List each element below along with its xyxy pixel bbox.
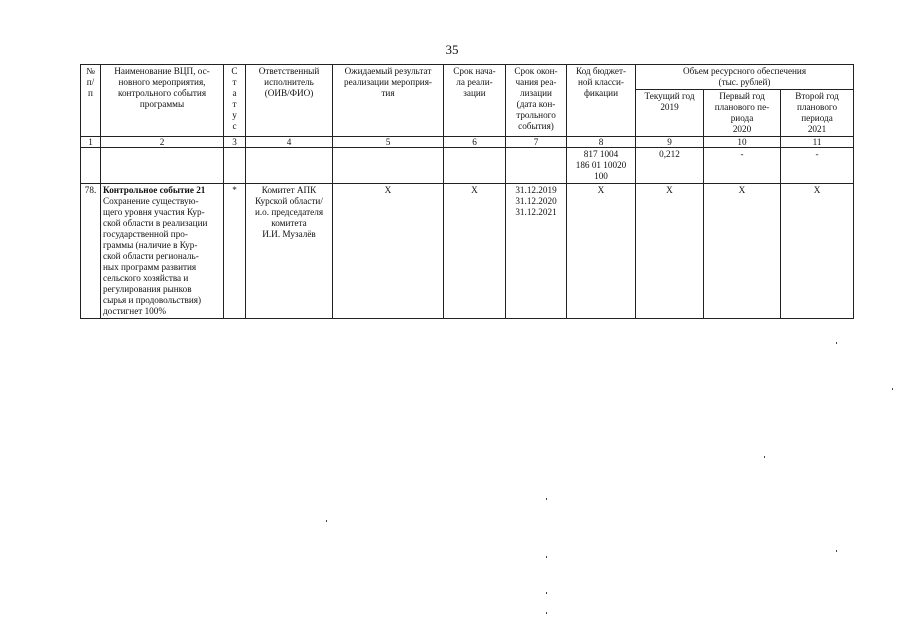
header-current-year: Текущий год 2019	[636, 90, 704, 137]
second-year-value: X	[781, 184, 854, 319]
program-table	[80, 64, 854, 319]
current-year-value: 0,212	[636, 148, 704, 184]
start-date-cell: X	[444, 184, 506, 319]
header-name: Наименование ВЦП, ос- новного мероприятия, контрольного события программы	[101, 65, 224, 137]
scan-speck	[546, 592, 547, 594]
scan-speck	[546, 498, 547, 500]
header-end: Срок окон- чания реа- лизации (дата кон- трольного события)	[506, 65, 567, 137]
status-mark: *	[224, 184, 246, 319]
header-responsible: Ответственный исполнитель (ОИВ/ФИО)	[246, 65, 333, 137]
column-number: 2	[101, 137, 224, 148]
scan-speck	[546, 556, 547, 558]
column-number: 9	[636, 137, 704, 148]
table-row	[81, 148, 854, 184]
responsible-cell: Комитет АПК Курской области/ и.о. председателя комитета И.И. Музалёв	[246, 184, 333, 319]
current-year-value: X	[636, 184, 704, 319]
scan-speck	[326, 520, 327, 522]
column-number: 10	[704, 137, 781, 148]
first-year-value: -	[704, 148, 781, 184]
column-number: 7	[506, 137, 567, 148]
column-number: 1	[81, 137, 101, 148]
event-title: Контрольное событие 21	[103, 185, 206, 195]
budget-code-cell: 817 1004 186 01 10020 100	[567, 148, 636, 184]
header-expected-result: Ожидаемый результат реализации мероприя- тия	[333, 65, 444, 137]
header-resources: Объем ресурсного обеспечения (тыс. рублей)	[636, 65, 854, 90]
scan-speck	[764, 456, 765, 458]
second-year-value: -	[781, 148, 854, 184]
scan-speck	[892, 388, 893, 390]
scan-speck	[546, 612, 547, 614]
row-number: 78.	[81, 184, 101, 319]
scan-speck	[836, 550, 837, 552]
column-number-row	[81, 137, 854, 148]
first-year-value: X	[704, 184, 781, 319]
end-date-cell: 31.12.2019 31.12.2020 31.12.2021	[506, 184, 567, 319]
column-number: 6	[444, 137, 506, 148]
expected-result-cell: X	[333, 184, 444, 319]
header-num: № п/ п	[81, 65, 101, 137]
header-first-year: Первый год планового пе- риода 2020	[704, 90, 781, 137]
column-number: 8	[567, 137, 636, 148]
header-start: Срок нача- ла реали- зации	[444, 65, 506, 137]
table-row	[81, 184, 854, 319]
column-number: 3	[224, 137, 246, 148]
header-second-year: Второй год планового периода 2021	[781, 90, 854, 137]
event-description: Контрольное событие 21 Сохранение существую- щего уровня участия Кур- ской области в реализации государственной про- граммы (наличие в Кур- ской области региональ- ных программ развития сельского хозяйства и регулирования рынков сырья и продовольствия) достигнет 100%	[101, 184, 224, 319]
column-number: 11	[781, 137, 854, 148]
column-number: 4	[246, 137, 333, 148]
header-budget-code: Код бюджет- ной класси- фикации	[567, 65, 636, 137]
page-number: 35	[445, 42, 459, 57]
header-status: С т а т у с	[224, 65, 246, 137]
column-number: 5	[333, 137, 444, 148]
scan-speck	[836, 342, 837, 344]
budget-code-cell: X	[567, 184, 636, 319]
